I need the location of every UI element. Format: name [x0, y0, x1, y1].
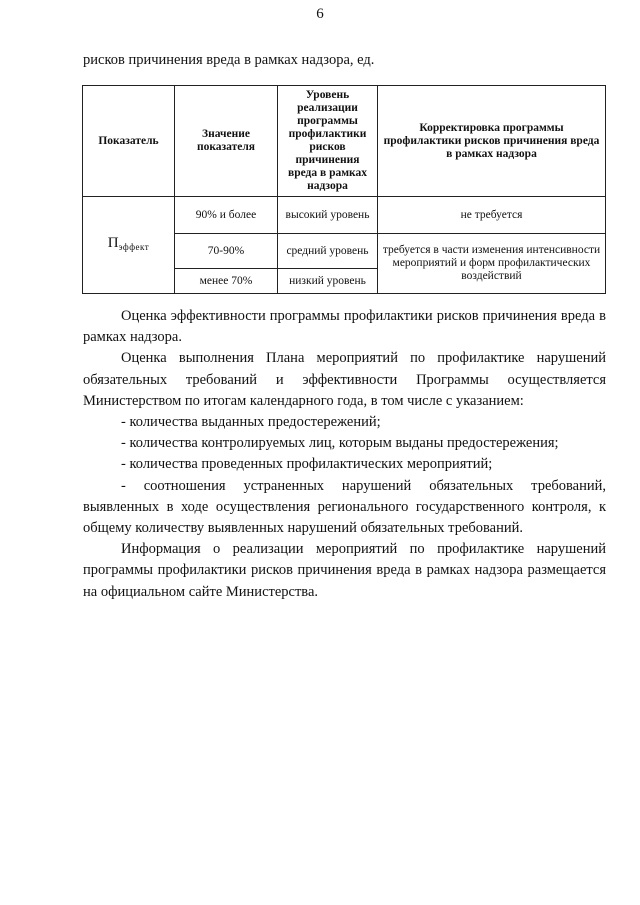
value-cell: 90% и более	[175, 197, 278, 234]
indicator-symbol: П	[107, 234, 119, 251]
body-text	[83, 306, 606, 603]
header-correction: Корректировка программы профилактики рисков причинения вреда в рамках надзора	[378, 86, 606, 197]
level-cell: низкий уровень	[278, 269, 378, 294]
list-item: - количества выданных предостережений;	[121, 414, 381, 431]
paragraph: Оценка выполнения Плана мероприятий по профилактике нарушений обязательных требований и эффективности Программы осуществляется Министерством по итогам календарного года, в том числе с указанием:	[83, 350, 606, 409]
correction-cell: не требуется	[378, 197, 606, 234]
header-indicator: Показатель	[83, 86, 175, 197]
level-cell: средний уровень	[278, 234, 378, 269]
value-cell: 70-90%	[175, 234, 278, 269]
level-cell: высокий уровень	[278, 197, 378, 234]
intro-text: рисков причинения вреда в рамках надзора, ед.	[83, 52, 375, 68]
indicator-cell	[83, 197, 175, 294]
page-number: 6	[316, 6, 324, 22]
paragraph: Оценка эффективности программы профилактики рисков причинения вреда в рамках надзора.	[83, 308, 606, 346]
indicator-subscript: эффект	[118, 241, 150, 252]
value-cell: менее 70%	[175, 269, 278, 294]
list-item: - количества контролируемых лиц, которым выданы предостережения;	[121, 435, 559, 452]
paragraph: Информация о реализации мероприятий по профилактике нарушений программы профилактики рисков причинения вреда в рамках надзора размещается на официальном сайте Министерства.	[83, 541, 606, 600]
list-item: - соотношения устраненных нарушений обязательных требований, выявленных в ходе осуществления регионального государственного контроля, к общему количеству выявленных нарушений обязательных требований.	[83, 477, 606, 537]
header-value: Значение показателя	[175, 86, 278, 197]
table-header-row	[83, 86, 606, 197]
effectiveness-table	[82, 85, 606, 294]
correction-merged-cell: требуется в части изменения интенсивности мероприятий и форм профилактических воздействий	[378, 234, 606, 294]
table-row	[83, 197, 606, 234]
list-item: - количества проведенных профилактических мероприятий;	[121, 456, 493, 473]
header-level: Уровень реализации программы профилактики рисков причинения вреда в рамках надзора	[278, 86, 378, 197]
